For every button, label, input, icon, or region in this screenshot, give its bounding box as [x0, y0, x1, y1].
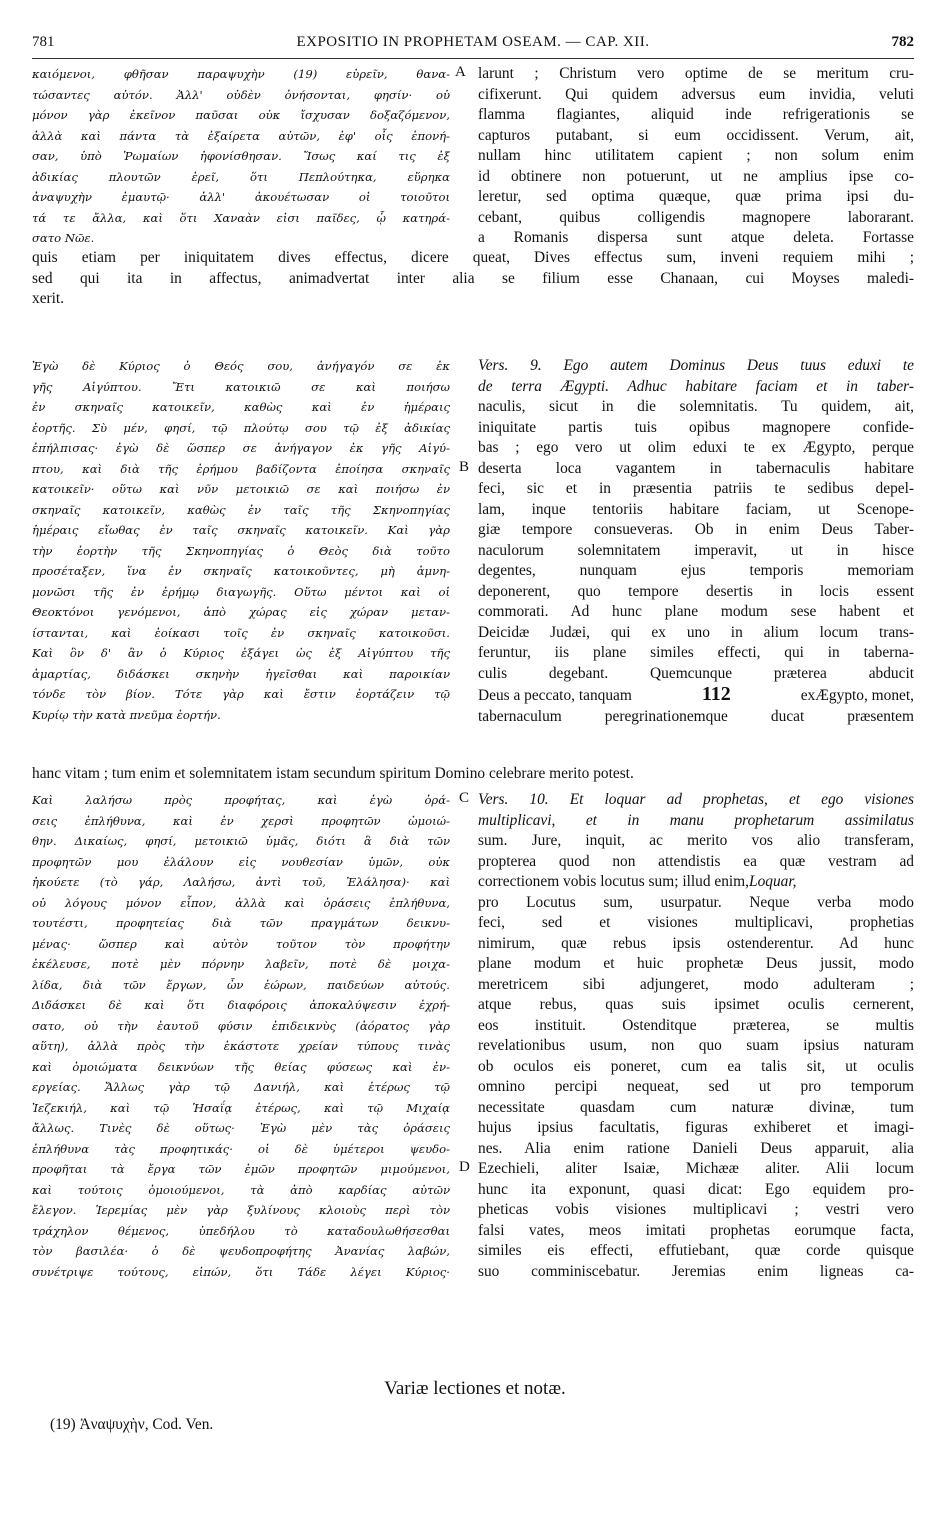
greek-line: ἐπήλπισας· ἐγὼ δὲ ὥσπερ σε ἀνήγαγον ἐκ γῆς Αἰγύ- — [32, 441, 450, 455]
greek-line: Καὶ ὃν δ' ἂν ὁ Κύριος ἐξάγει ὡς ἐξ Αἰγύπτου τῆς — [32, 646, 450, 660]
greek-line: προφῆται τὰ ἔργα τῶν ἐμῶν προφητῶν μιμούμενοι, — [32, 1162, 450, 1176]
margin-marker-b: B — [459, 459, 470, 475]
greek-line: ἄλλως. Τινὲς δὲ οὕτως· Ἐγὼ μὲν τὰς ὁράσεις — [32, 1121, 450, 1135]
greek-line: πτου, καὶ διὰ τῆς ἐρήμου βαδίζοντα ἐποίησα σκηναῖς — [32, 461, 450, 476]
latin-line: ob oculos eis poneret, cum ea talis sit, ut oculis — [478, 1057, 914, 1075]
latin-line: lam, inque tentoriis habitare faciam, ut Scenope- — [478, 500, 914, 518]
latin-line: Deicidæ Judæi, qui ex uno in alium locum trans- — [478, 623, 914, 641]
latin-line: Ezechieli, aliter Isaiæ, Michææ aliter. Alii locum — [478, 1160, 914, 1177]
latin-line: commorati. Ad hunc plane modum sese habent et — [478, 603, 914, 620]
greek-line: Διδάσκει δὲ καὶ ὅτι διαφόροις ἀποκαλύψεσιν ἐχρή- — [32, 998, 450, 1012]
latin-line: eos instituit. Ostenditque præterea, se multis — [478, 1016, 914, 1034]
greek-line: θην. Δικαίως, φησί, μετοικιῶ ὑμᾶς, διότι ἃ διὰ τῶν — [32, 834, 450, 848]
full-line: quis etiam per iniquitatem dives effectus, dicere queat, Dives effectus sum, inveni requiem mihi ; — [32, 249, 914, 266]
greek-line: προσέταξεν, ἵνα ἐν σκηναῖς κατοικοῦντες, μὴ ἀμνη- — [32, 564, 450, 578]
greek-line: καιόμενοι, φθῆσαν παραψυχὴν (19) εὑρεῖν, θανα- — [32, 67, 450, 81]
latin-line: deserta loca vagantem in tabernaculis habitare — [478, 459, 914, 477]
margin-marker-c: C — [459, 790, 470, 806]
page-number-left: 781 — [32, 34, 55, 50]
latin-text: Deus a peccato, tanquam — [478, 687, 632, 704]
greek-line: Ἐγὼ δὲ Κύριος ὁ Θεός σου, ἀνήγαγόν σε ἐκ — [32, 359, 450, 373]
greek-line: ἡμέραις εἴωθας ἐν ταῖς σκηναῖς κατοικεῖν. Καὶ γὰρ — [32, 523, 450, 537]
greek-line: ἑορτῆς. Σὺ μέν, φησί, τῷ πλούτῳ σου τῷ ἐξ ἀδικίας — [32, 420, 450, 435]
greek-line: Καὶ λαλήσω πρὸς προφήτας, καὶ ἐγὼ ὁρά- — [32, 793, 450, 807]
greek-line: αὕτη), ἀλλὰ πρὸς τὴν ἑκάστοτε χρείαν τύπους τινὰς — [32, 1039, 450, 1053]
latin-line: a Romanis dispersa sunt atque deleta. Fortasse — [478, 229, 914, 246]
running-title: EXPOSITIO IN PROPHETAM OSEAM. — CAP. XII. — [296, 34, 650, 50]
latin-line: culis degebant. Quemcunque præterea abducit — [478, 664, 914, 682]
greek-line: ἐκέλευσε, ποτὲ μὲν πόρνην λαβεῖν, ποτὲ δὲ μοιχα- — [32, 957, 450, 971]
latin-line — [478, 872, 914, 893]
latin-line: suo comminiscebatur. Jeremias enim ligneas ca- — [478, 1262, 914, 1280]
greek-line: Ἰεζεκιήλ, καὶ τῷ Ἡσαΐᾳ ἑτέρως, καὶ τῷ Μιχαίᾳ — [32, 1100, 450, 1115]
latin-line: pro Locutus sum, usurpatur. Neque verba modo — [478, 893, 914, 911]
greek-line: σκηναῖς κατοικεῖν, καθὼς ἐν ταῖς τῆς Σκηνοπηγίας — [32, 502, 450, 517]
greek-line: τουτέστι, προφητείας διὰ τῶν πραγμάτων δεικνυ- — [32, 916, 450, 930]
latin-line: hunc ita exponunt, quasi dicat: Ego equidem pro- — [478, 1180, 914, 1198]
greek-line: κατοικεῖν· οὕτω καὶ νῦν μετοικιῶ σε καὶ ποιήσω ἐν — [32, 482, 450, 496]
greek-column-1 — [32, 64, 450, 249]
latin-line: nullam hinc utilitatem capient ; non solum enim — [478, 147, 914, 164]
greek-line: σαν, ὑπὸ Ῥωμαίων ἠφονίσθησαν. Ἴσως καί τις ἐξ — [32, 149, 450, 163]
latin-line: omnino percipi nequeat, sed ut pro temporum — [478, 1078, 914, 1095]
latin-line: feci, sic et in præsentia patriis te sedibus depel- — [478, 480, 914, 497]
greek-line: εργείας. Ἄλλως γὰρ τῷ Δανιήλ, καὶ ἑτέρως τῷ — [32, 1080, 450, 1094]
latin-line — [478, 356, 914, 377]
header-rule — [32, 58, 914, 59]
latin-line: atque rebus, quas suis ipsimet oculis cernerent, — [478, 996, 914, 1013]
latin-line: hujus ipsius facultatis, figuras exhiberet et imagi- — [478, 1119, 914, 1136]
full-width-text-1 — [32, 248, 914, 310]
greek-line: ἀναψυχὴν ἐμαυτῷ· ἀλλ' ἀκουέτωσαν οἱ τοιοῦτοι — [32, 190, 450, 204]
latin-column-3 — [478, 790, 914, 1282]
latin-line: nes. Alia enim ratione Danieli Deus apparuit, alia — [478, 1139, 914, 1157]
greek-line: συνέτριψε τούτους, εἰπών, ὅτι Τάδε λέγει Κύριος· — [32, 1264, 450, 1279]
verse-label: Vers. 9. Ego autem Dominus Deus tuus eduxi te — [478, 357, 914, 374]
margin-marker-d: D — [459, 1159, 470, 1175]
latin-line: giæ tempore consueveras. Ob in enim Deus Taber- — [478, 521, 914, 538]
greek-line: καὶ ὁμοιώματα δεικνύων τῆς θείας φύσεως καὶ ἐν- — [32, 1059, 450, 1074]
verse-text: de terra Ægypti. Adhuc habitare faciam et in taber- — [478, 377, 914, 395]
greek-line: ἐν σκηναῖς κατοικεῖν, καθὼς καὶ ἐν ἡμέραις — [32, 400, 450, 414]
column-number: 112 — [701, 684, 731, 705]
greek-column-3 — [32, 790, 450, 1282]
greek-line: τά τε ἄλλα, καὶ ὅτι Χαναὰν εἰσι παῖδες, ᾧ κατηρά- — [32, 210, 450, 225]
full-width-text-2 — [32, 764, 914, 785]
latin-line: leretur, sed optima quæque, quæ prima ipsi du- — [478, 188, 914, 205]
latin-line: propterea quod non attendistis ea quæ vestram ad — [478, 852, 914, 870]
latin-line: feci, sed et visiones multiplicavi, prophetias — [478, 914, 914, 931]
latin-line: necessitate quasdam cum naturæ divinæ, tum — [478, 1098, 914, 1116]
greek-line: μονῶσι τῆς ἐν ἐρήμῳ διαγωγῆς. Οὕτω μέντοι καὶ οἱ — [32, 584, 450, 599]
latin-line: pheticas vobis visiones multiplicavi ; vestri vero — [478, 1201, 914, 1218]
greek-line: σατο, οὐ τὴν ἑαυτοῦ φύσιν ἐπιδεικνὺς (ἀόρατος γὰρ — [32, 1018, 450, 1033]
greek-line: τὸν βασιλέα· ὁ δὲ ψευδοπροφήτης Ἀνανίας λαβών, — [32, 1244, 450, 1258]
greek-line: σατο Νῶε. — [32, 231, 95, 245]
latin-line: capturos putabant, si eum occidissent. Verum, ait, — [478, 126, 914, 144]
latin-line: bas ; ego vero ut olim eduxi te ex Ægypto, perque — [478, 439, 914, 456]
latin-line: revelationibus usum, non quo suam ipsius naturam — [478, 1037, 914, 1054]
greek-line: ἁμαρτίας, διδάσκει σκηνὴν ἡγεῖσθαι καὶ παροικίαν — [32, 666, 450, 681]
latin-line — [478, 684, 914, 707]
greek-line: Κυρίῳ τὴν κατὰ πνεῦμα ἑορτήν. — [32, 707, 221, 722]
greek-line: ἀδικίας πλουτῶν ἐρεῖ, ὅτι Πεπλούτηκα, εὕρηκα — [32, 169, 450, 184]
latin-line: naculis, sicut in die solemnitatis. Tu quidem, ait, — [478, 398, 914, 415]
greek-line: Θεοκτόνοι γενόμενοι, ἀπὸ χώρας εἰς χώραν μεταν- — [32, 605, 450, 619]
latin-line: tabernaculum peregrinationemque ducat præsentem — [478, 707, 914, 725]
greek-line: προφητῶν μου ἐλάλουν εἰς νουθεσίαν ὑμῶν, οὐκ — [32, 854, 450, 869]
verse-label: Vers. 10. Et loquar ad prophetas, et ego visiones — [478, 791, 914, 808]
latin-text: correctionem vobis locutus sum; illud enim, — [478, 873, 750, 890]
latin-text: exÆgypto, monet, — [800, 687, 914, 704]
greek-line: ἐπλήθυνα τὰς προφητικάς· οἱ δὲ ὑμέτεροι ψευδο- — [32, 1141, 450, 1156]
greek-line: τὴν ἑορτὴν τῆς Σκηνοπηγίας ὁ Θεὸς διὰ τοῦτο — [32, 543, 450, 558]
greek-line: τράχηλον θέμενος, ὑπεδήλου τὸ καταδουλωθήσεσθαι — [32, 1223, 450, 1238]
latin-line — [478, 811, 914, 832]
greek-line: τόνδε τὸν βίον. Τότε γὰρ καὶ ἔστιν ἑορτάζειν τῷ — [32, 687, 450, 701]
greek-line: γῆς Αἰγύπτου. Ἔτι κατοικιῶ σε καὶ ποιήσω — [32, 379, 450, 394]
latin-line: plane modum et huic prophetæ Deus jussit, modo — [478, 955, 914, 972]
latin-line: naculorum solemnitatem imperavit, ut in hisce — [478, 541, 914, 559]
latin-line: cebant, quibus colligendis magnopere laborarant. — [478, 208, 914, 226]
latin-line: feruntur, iis plane similes effecti, qui in taberna- — [478, 644, 914, 661]
greek-line: σεις ἐπλήθυνα, καὶ ἐν χερσὶ προφητῶν ὡμοιώ- — [32, 813, 450, 828]
latin-line: iniquitate partis tuis opibus magnopere confide- — [478, 418, 914, 436]
greek-line: οὐ λόγους μόνον εἶπον, ἀλλὰ καὶ ὁράσεις ἐπλήθυνα, — [32, 895, 450, 910]
greek-line: ίστανται, καὶ ἐοίκασι τοῖς ἐν σκηναῖς κατοικοῦσι. — [32, 625, 450, 640]
greek-line: ἠκούετε (τὸ γάρ, Λαλήσω, ἀντὶ τοῦ, Ἐλάλησα)· καὶ — [32, 875, 450, 889]
latin-column-2 — [478, 356, 914, 727]
notes-title: Variæ lectiones et notæ. — [384, 1378, 566, 1399]
latin-line: larunt ; Christum vero optime de se meritum cru- — [478, 65, 914, 82]
full-line: sed qui ita in affectus, animadvertat inter alia se filium esse Chanaan, cui Moyses maledi- — [32, 269, 914, 287]
full-line: xerit. — [32, 290, 65, 307]
margin-marker-a: A — [455, 64, 466, 80]
greek-line: μένας· ὥσπερ καὶ αὐτὸν τοῦτον τὸν προφήτην — [32, 936, 450, 951]
latin-line: similes eis effecti, effutiebant, quæ corde quisque — [478, 1242, 914, 1259]
full-line: hanc vitam ; tum enim et solemnitatem istam secundum spiritum Domino celebrare merito potest. — [32, 765, 634, 782]
latin-line: sum. Jure, inquit, ac merito vos alio transferam, — [478, 832, 914, 849]
latin-line: meretricem sibi adjungeret, modo adulteram ; — [478, 975, 914, 993]
latin-line: deponerent, quo tempore desertis in locis essent — [478, 582, 914, 600]
greek-line: ἀλλὰ καὶ πάντα τὰ ἐξαίρετα αὐτῶν, ἐφ' οἷς ἐπονή- — [32, 128, 450, 143]
greek-line: καὶ τούτοις ὁμοιούμενοι, τὰ ἀπὸ καρδίας αὐτῶν — [32, 1182, 450, 1197]
latin-column-1 — [478, 64, 914, 249]
greek-column-2 — [32, 356, 450, 725]
latin-line: flamma flagiantes, aliquid inde refrigerationis se — [478, 106, 914, 123]
footnote: (19) Ἀναψυχὴν, Cod. Ven. — [50, 1416, 214, 1433]
latin-line: degentes, nunquam ejus temporis memoriam — [478, 562, 914, 579]
greek-line: τώσαντες αὐτόν. Ἀλλ' οὐδὲν ὀνήσονται, φησίν· οὐ — [32, 87, 450, 102]
latin-line: falsi vates, meos imitati prophetas eorumque facta, — [478, 1221, 914, 1239]
verse-text: multiplicavi, et in manu prophetarum assimilatus — [478, 811, 914, 829]
greek-line: μόνον γὰρ ἐκεῖνον παῦσαι οὐκ ἴσχυσαν δοξαζόμενον, — [32, 108, 450, 122]
latin-line: nimirum, quæ rebus ipsis ostenderentur. Ad hunc — [478, 934, 914, 952]
latin-line: id obtinere non potuerunt, ut ne amplius ipse co- — [478, 167, 914, 185]
quoted-word: Loquar, — [749, 873, 797, 890]
page-header — [32, 34, 914, 56]
latin-line — [478, 790, 914, 811]
greek-line: λίδα, διὰ τῶν ἔργων, ὧν ἑώρων, παιδεύων αὐτούς. — [32, 977, 450, 992]
latin-line: cifixerunt. Qui quidem adversus eum invidia, veluti — [478, 85, 914, 103]
page-number-right: 782 — [891, 34, 914, 50]
latin-line — [478, 377, 914, 398]
greek-line: ἔλεγον. Ἱερεμίας μὲν γὰρ ξυλίνους κλοιοὺς περὶ τὸν — [32, 1203, 450, 1217]
